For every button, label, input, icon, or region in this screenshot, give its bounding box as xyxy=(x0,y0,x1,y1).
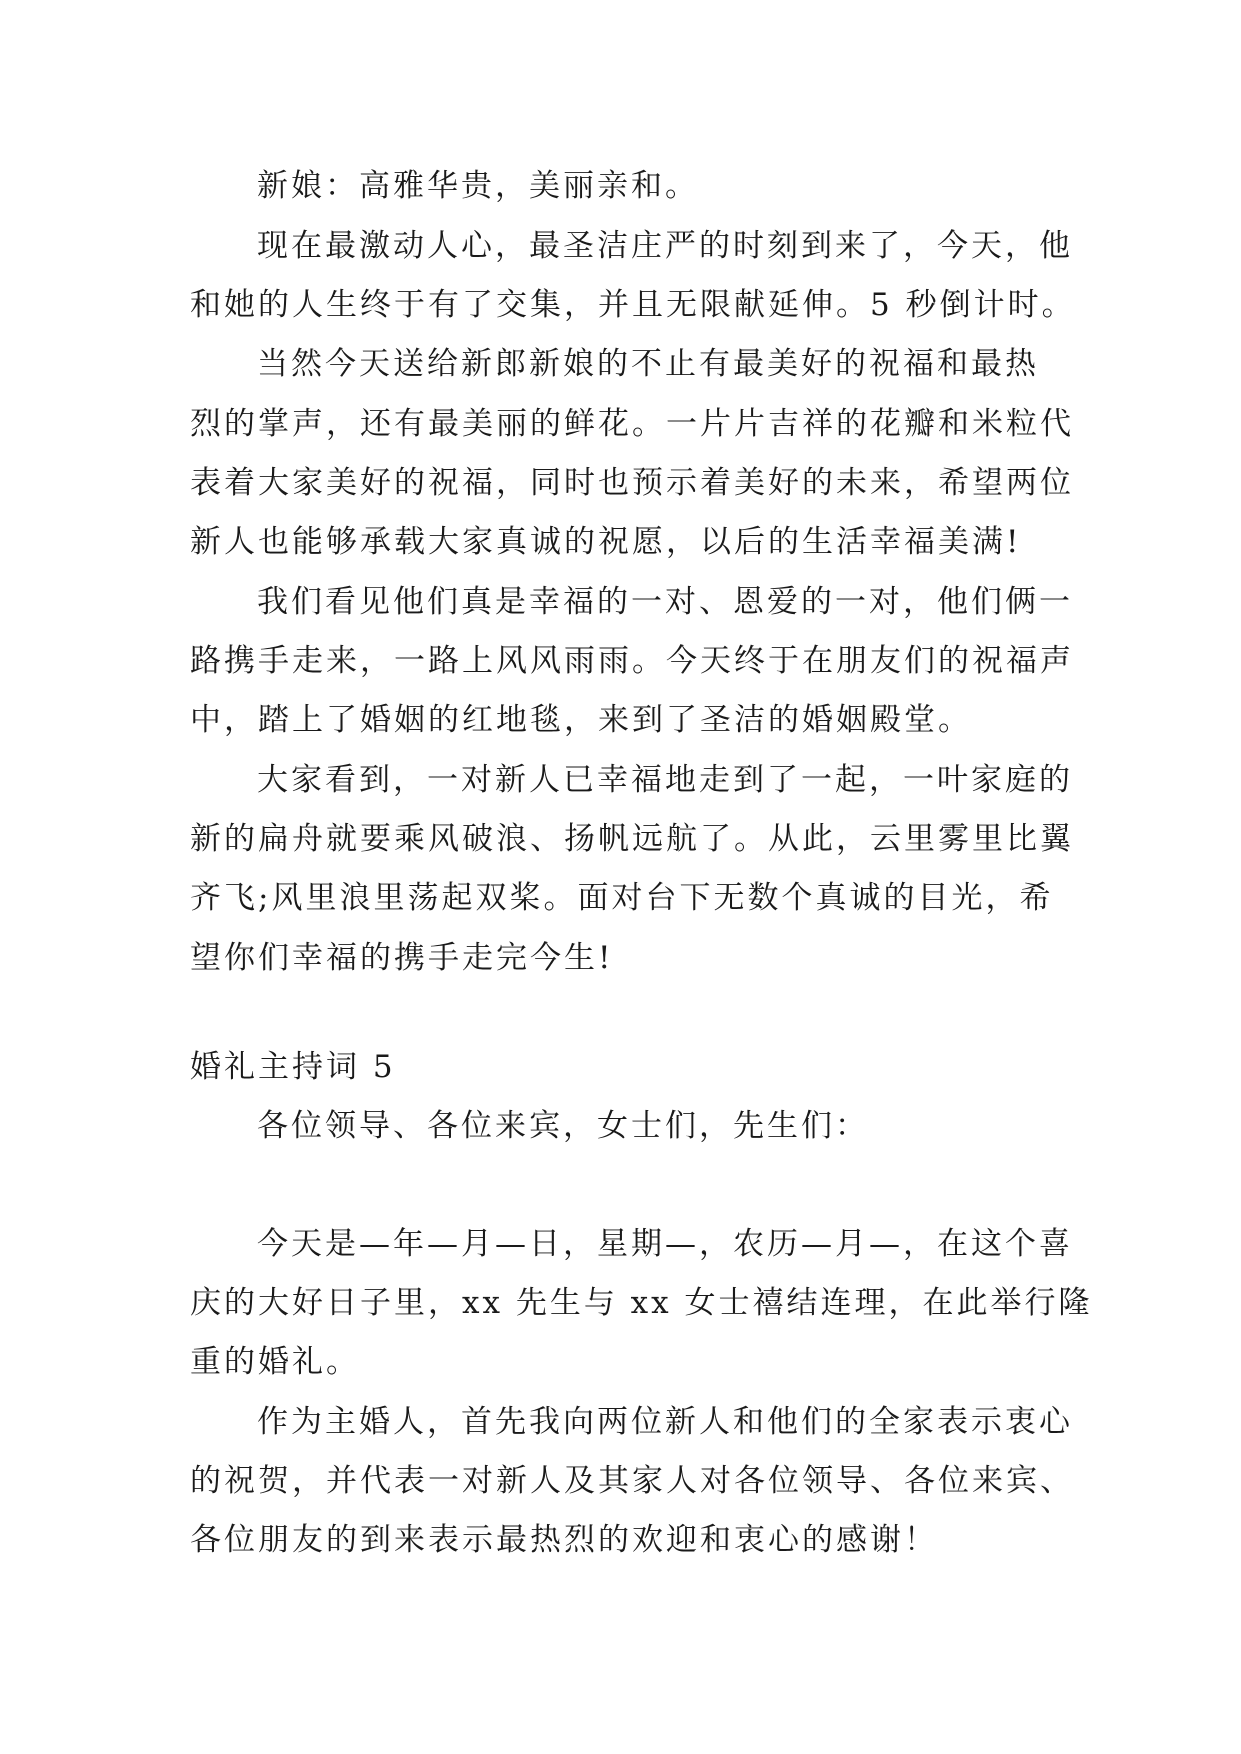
paragraph-line: 烈的掌声，还有最美丽的鲜花。一片片吉祥的花瓣和米粒代 xyxy=(190,406,1074,442)
paragraph-line: 齐飞;风里浪里荡起双桨。面对台下无数个真诚的目光，希 xyxy=(190,880,1054,916)
paragraph-line: 的祝贺，并代表一对新人及其家人对各位领导、各位来宾、 xyxy=(190,1463,1074,1499)
paragraph-line: 我们看见他们真是幸福的一对、恩爱的一对，他们俩一 xyxy=(257,584,1073,620)
paragraph-line: 中，踏上了婚姻的红地毯，来到了圣洁的婚姻殿堂。 xyxy=(190,702,972,738)
section-heading: 婚礼主持词 5 xyxy=(190,1049,396,1085)
paragraph-line: 望你们幸福的携手走完今生! xyxy=(190,940,614,976)
paragraph-line: 重的婚礼。 xyxy=(190,1344,360,1380)
paragraph-line: 大家看到，一对新人已幸福地走到了一起，一叶家庭的 xyxy=(257,762,1073,798)
paragraph-line: 作为主婚人，首先我向两位新人和他们的全家表示衷心 xyxy=(257,1404,1073,1440)
paragraph-line: 各位朋友的到来表示最热烈的欢迎和衷心的感谢！ xyxy=(190,1522,938,1558)
paragraph-line: 新人也能够承载大家真诚的祝愿，以后的生活幸福美满! xyxy=(190,524,1022,560)
paragraph-line: 新娘：高雅华贵，美丽亲和。 xyxy=(257,168,699,204)
paragraph-line: 新的扁舟就要乘风破浪、扬帆远航了。从此，云里雾里比翼 xyxy=(190,821,1074,857)
salutation-line: 各位领导、各位来宾，女士们，先生们： xyxy=(257,1108,869,1144)
paragraph-line: 表着大家美好的祝福，同时也预示着美好的未来，希望两位 xyxy=(190,465,1074,501)
paragraph-line: 今天是—年—月—日，星期—，农历—月—，在这个喜 xyxy=(257,1226,1073,1262)
paragraph-line: 和她的人生终于有了交集，并且无限献延伸。5 秒倒计时。 xyxy=(190,287,1076,323)
paragraph-line: 庆的大好日子里，xx 先生与 xx 女士禧结连理，在此举行隆 xyxy=(190,1285,1093,1321)
paragraph-line: 路携手走来，一路上风风雨雨。今天终于在朋友们的祝福声 xyxy=(190,643,1074,679)
paragraph-line: 当然今天送给新郎新娘的不止有最美好的祝福和最热 xyxy=(257,346,1039,382)
paragraph-line: 现在最激动人心，最圣洁庄严的时刻到来了，今天，他 xyxy=(257,228,1073,264)
